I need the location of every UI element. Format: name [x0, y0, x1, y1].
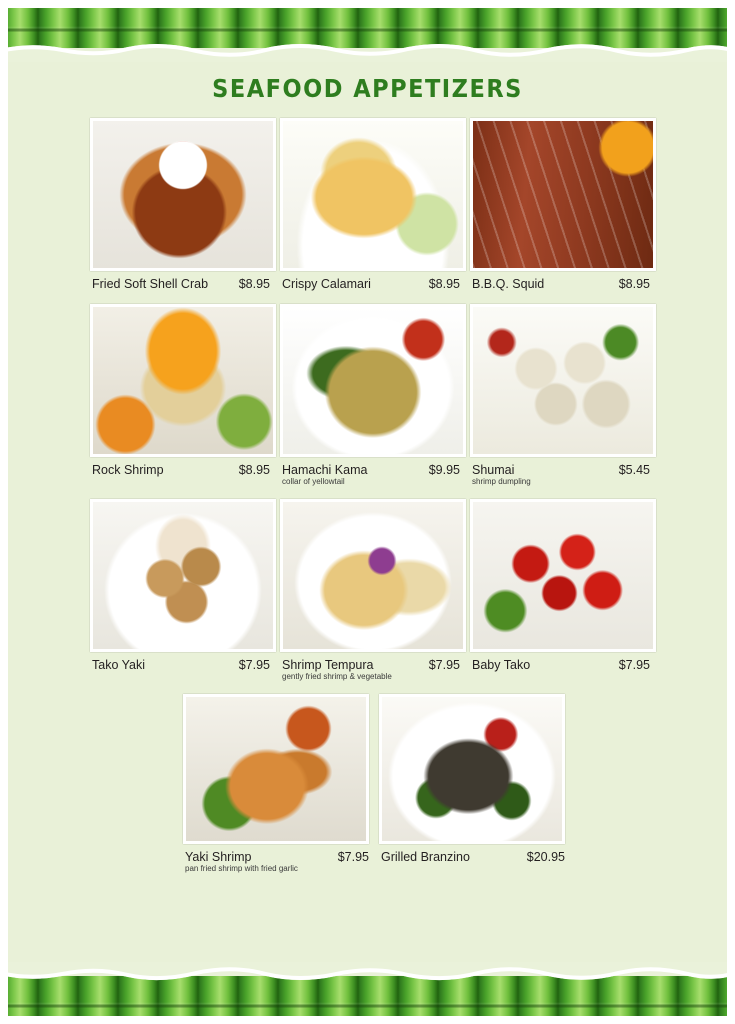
menu-item-caption [470, 652, 652, 672]
menu-item-description [470, 672, 652, 673]
menu-item-caption [470, 457, 652, 477]
shrimp-tempura-photo [280, 499, 466, 652]
menu-item[interactable] [466, 118, 656, 292]
crispy-calamari-photo [280, 118, 466, 271]
menu-item-description: shrimp dumpling [472, 477, 531, 486]
torn-paper-edge-bottom [0, 962, 735, 984]
menu-item-name: Crispy Calamari [282, 277, 371, 291]
menu-item-name: Shrimp Tempura [282, 657, 374, 672]
menu-row [94, 694, 656, 874]
hamachi-kama-photo [280, 304, 466, 457]
menu-item-price: $7.95 [238, 657, 270, 672]
menu-item-caption [90, 271, 272, 291]
fried-soft-shell-crab-photo [90, 118, 276, 271]
torn-paper-edge-top [0, 40, 735, 62]
menu-item-name: Yaki Shrimp [185, 849, 252, 864]
menu-item-name: Hamachi Kama [282, 463, 368, 477]
menu-item-description [470, 291, 652, 292]
tako-yaki-photo [90, 499, 276, 652]
menu-item-name: Shumai [472, 463, 515, 477]
menu-item[interactable] [466, 304, 656, 487]
menu-item[interactable] [86, 304, 276, 487]
menu-item-price: $7.95 [337, 849, 369, 864]
menu-row [86, 118, 656, 292]
menu-item-caption [90, 457, 272, 477]
menu-item-caption [379, 844, 567, 864]
menu-item-caption [280, 271, 462, 291]
menu-item-name: Fried Soft Shell Crab [92, 277, 209, 291]
yaki-shrimp-photo [183, 694, 369, 844]
menu-item-price: $7.95 [428, 657, 460, 672]
bbq-squid-photo [470, 118, 656, 271]
menu-item[interactable] [375, 694, 571, 874]
menu-item-name: Rock Shrimp [92, 463, 164, 477]
menu-item[interactable] [466, 499, 656, 682]
menu-item-name: Grilled Branzino [381, 849, 470, 864]
menu-item-description: pan fried shrimp with fried garlic [185, 863, 298, 873]
menu-item-price: $8.95 [428, 277, 460, 291]
rock-shrimp-photo [90, 304, 276, 457]
menu-item-price: $9.95 [428, 463, 460, 477]
menu-row [86, 499, 656, 682]
menu-item-price: $8.95 [618, 277, 650, 291]
menu-item-name: Tako Yaki [92, 657, 146, 672]
menu-item-description: collar of yellowtail [282, 477, 345, 486]
menu-item-caption [280, 652, 462, 672]
menu-item[interactable] [86, 499, 276, 682]
shumai-photo [470, 304, 656, 457]
menu-item-description [90, 291, 272, 292]
menu-grid [86, 118, 656, 885]
page-title: SEAFOOD APPETIZERS [212, 74, 523, 103]
menu-item[interactable] [276, 499, 466, 682]
baby-tako-photo [470, 499, 656, 652]
menu-item-name: Baby Tako [472, 657, 531, 672]
menu-item-caption [90, 652, 272, 672]
menu-item-price: $8.95 [238, 463, 270, 477]
menu-item-description [379, 864, 567, 865]
menu-item-caption [183, 844, 371, 864]
menu-item-price: $5.45 [618, 463, 650, 477]
menu-item-description [90, 477, 272, 478]
menu-item-description [280, 291, 462, 292]
grilled-branzino-photo [379, 694, 565, 844]
menu-item-description [90, 672, 272, 673]
menu-item-caption [470, 271, 652, 291]
menu-item[interactable] [86, 118, 276, 292]
menu-item-price: $20.95 [526, 849, 565, 864]
menu-item[interactable] [276, 118, 466, 292]
menu-item[interactable] [179, 694, 375, 874]
menu-item-caption [280, 457, 462, 477]
menu-item-price: $8.95 [238, 277, 270, 291]
menu-item-price: $7.95 [618, 657, 650, 672]
menu-row [86, 304, 656, 487]
menu-item-name: B.B.Q. Squid [472, 277, 545, 291]
menu-item[interactable] [276, 304, 466, 487]
menu-item-description: gently fried shrimp & vegetable [282, 671, 392, 681]
